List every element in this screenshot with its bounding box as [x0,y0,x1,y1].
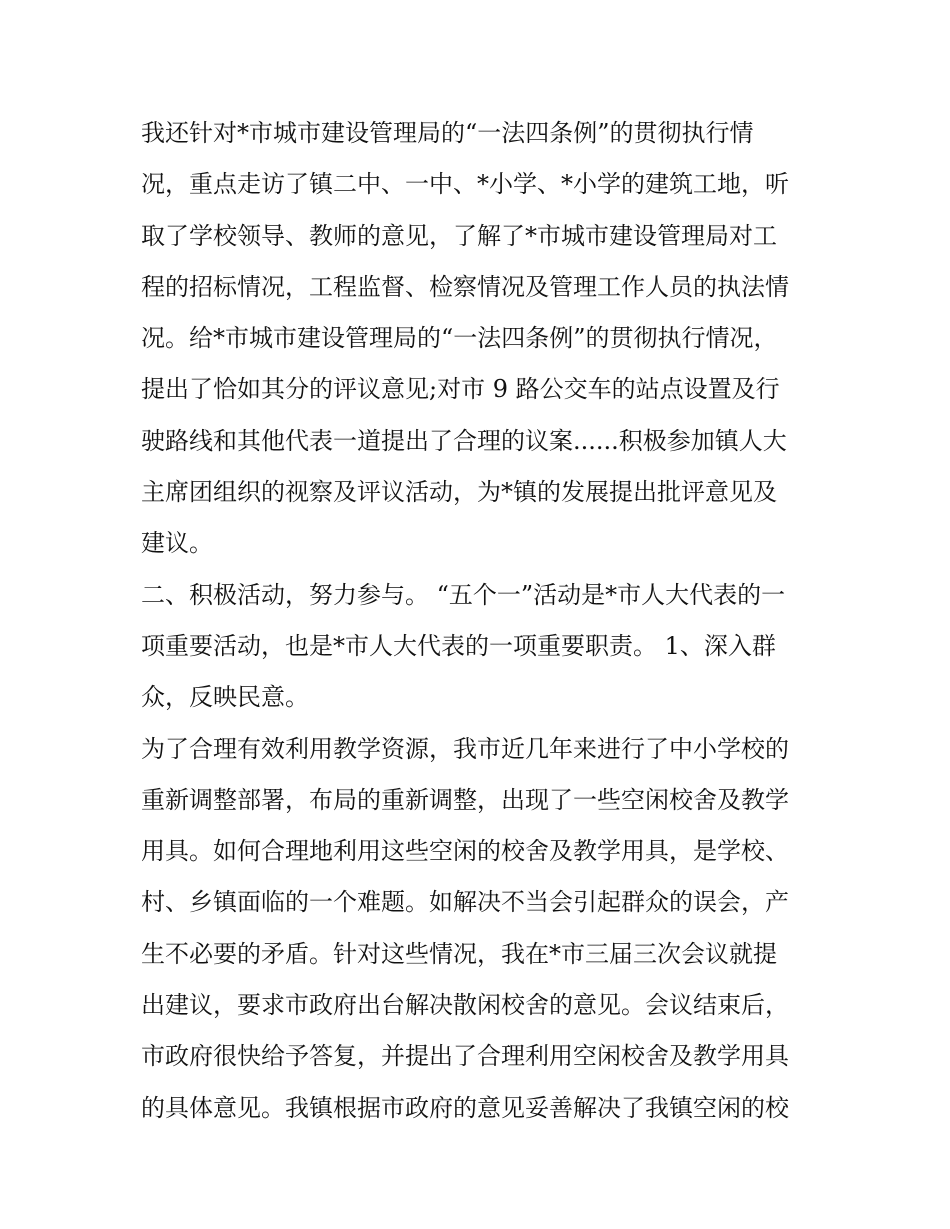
text-line: 建议。 [141,529,213,558]
text-line: 我还针对*市城市建设管理局的“一法四条例”的贯彻执行情 [141,119,754,147]
text-line: 况，重点走访了镇二中、一中、*小学、*小学的建筑工地，听 [141,170,789,199]
text-line: 出建议，要求市政府出台解决散闲校舍的意见。会议结束后， [141,991,789,1020]
text-line: 的具体意见。我镇根据市政府的意见妥善解决了我镇空闲的校 [141,1093,789,1122]
text-line: 市政府很快给予答复，并提出了合理利用空闲校舍及教学用具 [141,1042,789,1071]
text-line: 程的招标情况，工程监督、检察情况及管理工作人员的执法情 [141,272,789,301]
text-line: 重新调整部署，布局的重新调整，出现了一些空闲校舍及教学 [141,785,789,814]
text-line: 况。给*市城市建设管理局的“一法四条例”的贯彻执行情况， [141,324,778,353]
text-line: 项重要活动，也是*市人大代表的一项重要职责。 1、深入群 [141,631,776,660]
text-line: 村、乡镇面临的一个难题。如解决不当会引起群众的误会，产 [141,888,789,917]
text-line: 主席团组织的视察及评议活动，为*镇的发展提出批评意见及 [141,478,777,507]
text-line: 众，反映民意。 [141,683,309,712]
text-line: 二、积极活动，努力参与。 “五个一”活动是*市人大代表的一 [141,580,786,609]
text-line: 驶路线和其他代表一道提出了合理的议案......积极参加镇人大 [141,426,787,455]
text-line: 生不必要的矛盾。针对这些情况，我在*市三届三次会议就提 [141,939,777,968]
text-line: 用具。如何合理地利用这些空闲的校舍及教学用具，是学校、 [141,837,789,866]
text-line: 取了学校领导、教师的意见，了解了*市城市建设管理局对工 [141,221,777,250]
text-line: 提出了恰如其分的评议意见;对市 9 路公交车的站点设置及行 [141,375,780,404]
body-text [141,108,821,1134]
text-line: 为了合理有效利用教学资源，我市近几年来进行了中小学校的 [141,734,789,763]
